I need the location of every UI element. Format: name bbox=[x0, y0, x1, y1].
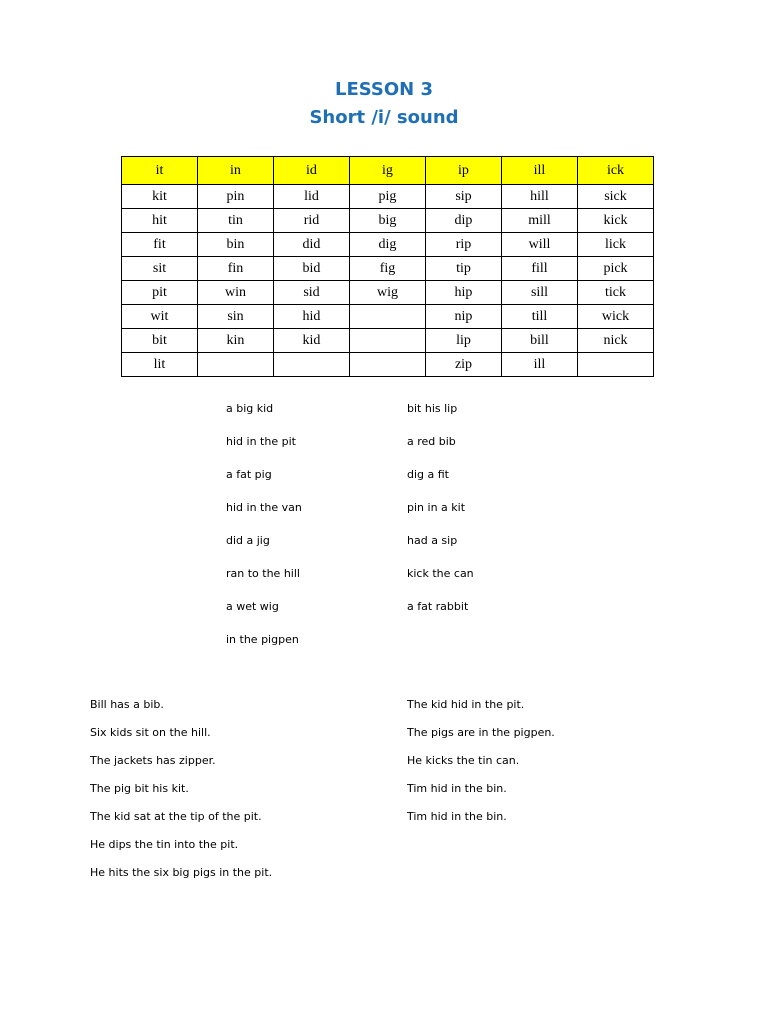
table-row bbox=[122, 353, 654, 377]
sentence-item: He kicks the tin can. bbox=[407, 754, 520, 767]
table-cell: tin bbox=[198, 209, 274, 233]
table-cell: bit bbox=[122, 329, 198, 353]
table-cell: zip bbox=[426, 353, 502, 377]
table-cell: rip bbox=[426, 233, 502, 257]
table-cell: lit bbox=[122, 353, 198, 377]
table-row bbox=[122, 329, 654, 353]
phrase-item: pin in a kit bbox=[407, 501, 466, 514]
table-cell: sick bbox=[578, 185, 654, 209]
table-cell: sip bbox=[426, 185, 502, 209]
table-cell: lid bbox=[274, 185, 350, 209]
sentence-item: The kid sat at the tip of the pit. bbox=[90, 810, 262, 823]
lesson-subtitle: Short /i/ sound bbox=[309, 107, 459, 128]
sentence-item: He hits the six big pigs in the pit. bbox=[90, 866, 273, 879]
phrase-item: hid in the van bbox=[226, 501, 302, 514]
sentences-left-column bbox=[90, 694, 272, 890]
table-cell: kin bbox=[198, 329, 274, 353]
table-cell: wick bbox=[578, 305, 654, 329]
table-cell: wig bbox=[350, 281, 426, 305]
table-row bbox=[122, 233, 654, 257]
header-cell: id bbox=[274, 157, 350, 185]
table-cell: lip bbox=[426, 329, 502, 353]
sentences-right-column bbox=[407, 694, 555, 834]
header-cell: it bbox=[122, 157, 198, 185]
phrase-item: a red bib bbox=[407, 435, 456, 448]
header-cell: ig bbox=[350, 157, 426, 185]
table-cell: mill bbox=[502, 209, 578, 233]
table-cell: fin bbox=[198, 257, 274, 281]
table-row bbox=[122, 185, 654, 209]
phrase-item: had a sip bbox=[407, 534, 458, 547]
header-cell: ill bbox=[502, 157, 578, 185]
sentence-item: Tim hid in the bin. bbox=[407, 782, 507, 795]
header-cell: ip bbox=[426, 157, 502, 185]
table-cell: dig bbox=[350, 233, 426, 257]
sentence-item: Six kids sit on the hill. bbox=[90, 726, 211, 739]
sentence-item: The pig bit his kit. bbox=[90, 782, 189, 795]
table-cell: tip bbox=[426, 257, 502, 281]
table-cell bbox=[274, 353, 350, 377]
table-cell: bid bbox=[274, 257, 350, 281]
table-cell: pig bbox=[350, 185, 426, 209]
table-cell: kid bbox=[274, 329, 350, 353]
table-cell: sid bbox=[274, 281, 350, 305]
table-cell bbox=[350, 305, 426, 329]
sentence-item: He dips the tin into the pit. bbox=[90, 838, 239, 851]
phrase-item: hid in the pit bbox=[226, 435, 296, 448]
table-cell: big bbox=[350, 209, 426, 233]
table-cell: fit bbox=[122, 233, 198, 257]
table-cell: sin bbox=[198, 305, 274, 329]
phrase-item: in the pigpen bbox=[226, 633, 299, 646]
table-cell: rid bbox=[274, 209, 350, 233]
phrase-item: did a jig bbox=[226, 534, 270, 547]
table-cell bbox=[350, 329, 426, 353]
table-row bbox=[122, 305, 654, 329]
phrases-right-column bbox=[407, 392, 474, 623]
table-cell: hid bbox=[274, 305, 350, 329]
sentence-item: Bill has a bib. bbox=[90, 698, 164, 711]
phrase-item: kick the can bbox=[407, 567, 474, 580]
phrase-item: bit his lip bbox=[407, 402, 458, 415]
table-row bbox=[122, 257, 654, 281]
table-cell bbox=[350, 353, 426, 377]
table-cell: sill bbox=[502, 281, 578, 305]
table-cell: dip bbox=[426, 209, 502, 233]
table-cell: win bbox=[198, 281, 274, 305]
sentence-item: The kid hid in the pit. bbox=[407, 698, 525, 711]
sentence-item: Tim hid in the bin. bbox=[407, 810, 507, 823]
table-cell: till bbox=[502, 305, 578, 329]
table-row bbox=[122, 209, 654, 233]
table-cell: bin bbox=[198, 233, 274, 257]
table-cell: pick bbox=[578, 257, 654, 281]
sentence-item: The jackets has zipper. bbox=[90, 754, 216, 767]
phrase-item: a big kid bbox=[226, 402, 274, 415]
table-cell: nip bbox=[426, 305, 502, 329]
table-row bbox=[122, 281, 654, 305]
word-family-table bbox=[121, 156, 654, 377]
header-cell: ick bbox=[578, 157, 654, 185]
phrase-item: a wet wig bbox=[226, 600, 279, 613]
table-cell: hip bbox=[426, 281, 502, 305]
phrase-item: dig a fit bbox=[407, 468, 449, 481]
table-header-row bbox=[122, 157, 654, 185]
lesson-title: LESSON 3 bbox=[334, 79, 434, 100]
table-cell: will bbox=[502, 233, 578, 257]
table-cell: pit bbox=[122, 281, 198, 305]
table-cell: wit bbox=[122, 305, 198, 329]
table-cell: did bbox=[274, 233, 350, 257]
phrase-item: a fat rabbit bbox=[407, 600, 469, 613]
table-cell: kick bbox=[578, 209, 654, 233]
sentence-item: The pigs are in the pigpen. bbox=[407, 726, 555, 739]
table-cell: kit bbox=[122, 185, 198, 209]
phrase-item: a fat pig bbox=[226, 468, 272, 481]
phrase-item: ran to the hill bbox=[226, 567, 300, 580]
table-cell: lick bbox=[578, 233, 654, 257]
table-cell: nick bbox=[578, 329, 654, 353]
table-cell: pin bbox=[198, 185, 274, 209]
table-cell: hill bbox=[502, 185, 578, 209]
table-cell: sit bbox=[122, 257, 198, 281]
table-cell: ill bbox=[502, 353, 578, 377]
table-cell: fill bbox=[502, 257, 578, 281]
table-cell bbox=[198, 353, 274, 377]
table-cell bbox=[578, 353, 654, 377]
table-cell: hit bbox=[122, 209, 198, 233]
phrases-left-column bbox=[226, 392, 302, 656]
table-cell: bill bbox=[502, 329, 578, 353]
header-cell: in bbox=[198, 157, 274, 185]
table-cell: tick bbox=[578, 281, 654, 305]
table-cell: fig bbox=[350, 257, 426, 281]
